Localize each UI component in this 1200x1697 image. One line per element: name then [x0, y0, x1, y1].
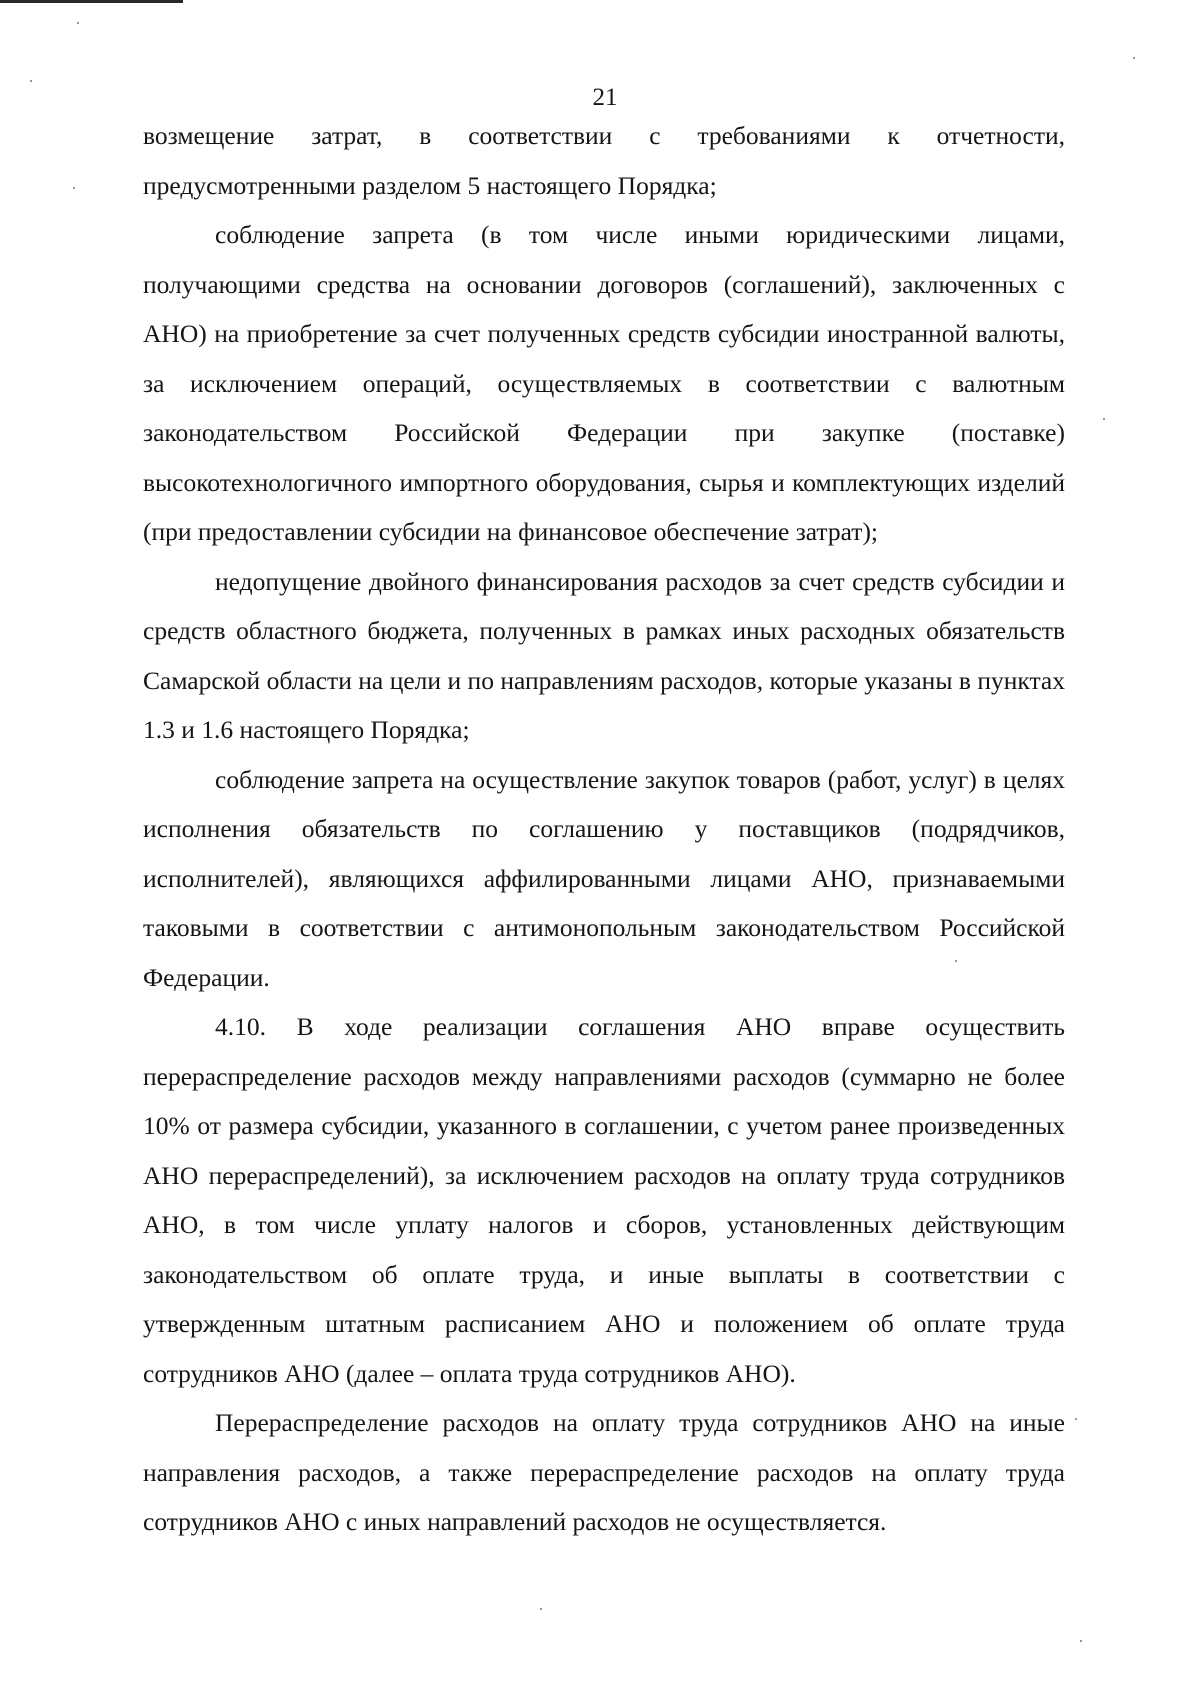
body-paragraph: соблюдение запрета (в том числе иными юридическими лицами, получающими средства на основании договоров (соглашений), заключенных с АНО) на приобретение за счет полученных средств субсидии иностранной валюты, за исключением операций, осуществляемых в соответствии с валютным законодательством Российской Федерации при закупке (поставке) высокотехнологичного импортного оборудования, сырья и комплектующих изделий (при предоставлении субсидии на финансовое обеспечение затрат); — [143, 220, 1065, 546]
page-number: 21 — [592, 84, 618, 111]
body-paragraph: 4.10. В ходе реализации соглашения АНО вправе осуществить перераспределение расходов между направлениями расходов (суммарно не более 10% от размера субсидии, указанного в соглашении, с учетом ранее произведенных АНО перераспределений), за исключением расходов на оплату труда сотрудников АНО, в том числе уплату налогов и сборов, установленных действующим законодательством об оплате труда, и иные выплаты в соответствии с утвержденным штатным расписанием АНО и положением об оплате труда сотрудников АНО (далее – оплата труда сотрудников АНО). — [143, 1012, 1065, 1388]
scan-speck — [1080, 1640, 1082, 1642]
scan-speck — [540, 1608, 542, 1610]
body-paragraph: возмещение затрат, в соответствии с требованиями к отчетности, предусмотренными разделом 5 настоящего Порядка; — [143, 121, 1065, 200]
body-paragraph: соблюдение запрета на осуществление закупок товаров (работ, услуг) в целях исполнения обязательств по соглашению у поставщиков (подрядчиков, исполнителей), являющихся аффилированными лицами АНО, признаваемыми таковыми в соответствии с антимонопольным законодательством Российской Федерации. — [143, 764, 1065, 992]
body-paragraph: Перераспределение расходов на оплату труда сотрудников АНО на иные направления расходов, а также перераспределение расходов на оплату труда сотрудников АНО с иных направлений расходов не осуществляется. — [143, 1408, 1065, 1536]
scan-speck — [1075, 1418, 1077, 1420]
scan-speck — [73, 187, 75, 189]
scan-speck — [1103, 418, 1105, 420]
scan-speck — [1133, 57, 1135, 59]
scan-edge-line — [0, 0, 183, 3]
body-paragraph: недопущение двойного финансирования расходов за счет средств субсидии и средств областного бюджета, полученных в рамках иных расходных обязательств Самарской области на цели и по направлениям расходов, которые указаны в пунктах 1.3 и 1.6 настоящего Порядка; — [143, 566, 1065, 744]
scan-speck — [77, 22, 79, 24]
document-body — [143, 111, 1065, 1547]
